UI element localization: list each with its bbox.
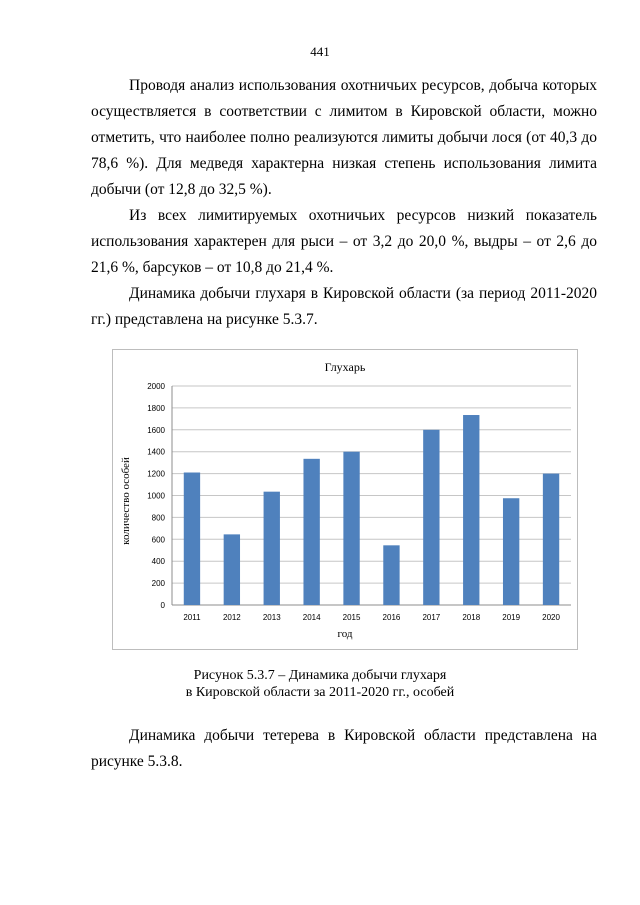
chart-title: Глухарь [324,360,366,374]
y-tick-label: 1600 [147,425,165,435]
bar-2019 [503,498,519,605]
x-axis-label: год [337,628,353,640]
chart-frame [112,349,578,650]
bar-2015 [343,452,359,605]
x-tick-labels [183,613,560,622]
bar-2012 [224,534,240,605]
x-tick-label: 2020 [542,613,560,622]
bar-chart [113,350,579,651]
y-tick-label: 1400 [147,447,165,457]
x-tick-label: 2012 [222,613,241,622]
paragraph-low-usage: Из всех лимитируемых охотничьих ресурсов низкий показатель использования характерен для рыси – от 3,2 до 20,0 %, выдры – от 2,6 до 21,6 %, барсуков – от 10,8 до 21,4 %. [91,207,597,276]
y-axis-label: количество особей [120,457,132,545]
bar-2013 [264,492,280,605]
paragraph-hunting-limits: Проводя анализ использования охотничьих ресурсов, добыча которых осуществляется в соответствии с лимитом в Кировской области, можно отметить, что наиболее полно реализуются лимиты добычи лося (от 40,3 до 78,6 %). Для медведя характерна низкая степень использования лимита добычи (от 12,8 до 32,5 %). [91,77,597,198]
x-tick-label: 2013 [262,613,281,622]
x-tick-label: 2016 [382,613,401,622]
bar-2011 [184,473,200,605]
y-tick-label: 1200 [147,469,165,479]
x-tick-label: 2017 [422,613,441,622]
y-tick-label: 800 [151,513,165,523]
bar-2014 [303,459,319,605]
bar-2020 [543,474,559,605]
y-tick-label: 1800 [147,403,165,413]
bar-2016 [383,545,399,605]
y-tick-label: 0 [160,601,165,610]
y-tick-label: 600 [151,535,165,545]
bar-2017 [423,430,439,605]
y-tick-label: 200 [151,579,165,589]
x-tick-label: 2011 [183,613,201,622]
bar-2018 [463,415,479,605]
paragraph-capercaillie-intro: Динамика добычи глухаря в Кировской области (за период 2011-2020 гг.) представлена на рисунке 5.3.7. [91,285,597,328]
y-tick-labels [147,382,165,610]
y-tick-label: 1000 [147,491,165,501]
caption-line-2: в Кировской области за 2011-2020 гг., особей [185,685,455,700]
bar-layer [184,415,559,605]
x-tick-label: 2018 [462,613,481,622]
figure-caption [0,667,640,701]
x-tick-label: 2014 [302,613,321,622]
caption-line-1: Рисунок 5.3.7 – Динамика добычи глухаря [193,668,447,683]
y-tick-label: 400 [151,557,165,567]
page-number: 441 [310,44,330,59]
paragraph-black-grouse-intro: Динамика добычи тетерева в Кировской области представлена на рисунке 5.3.8. [91,727,597,770]
y-tick-label: 2000 [147,382,165,391]
x-tick-label: 2015 [342,613,361,622]
x-tick-label: 2019 [502,613,521,622]
